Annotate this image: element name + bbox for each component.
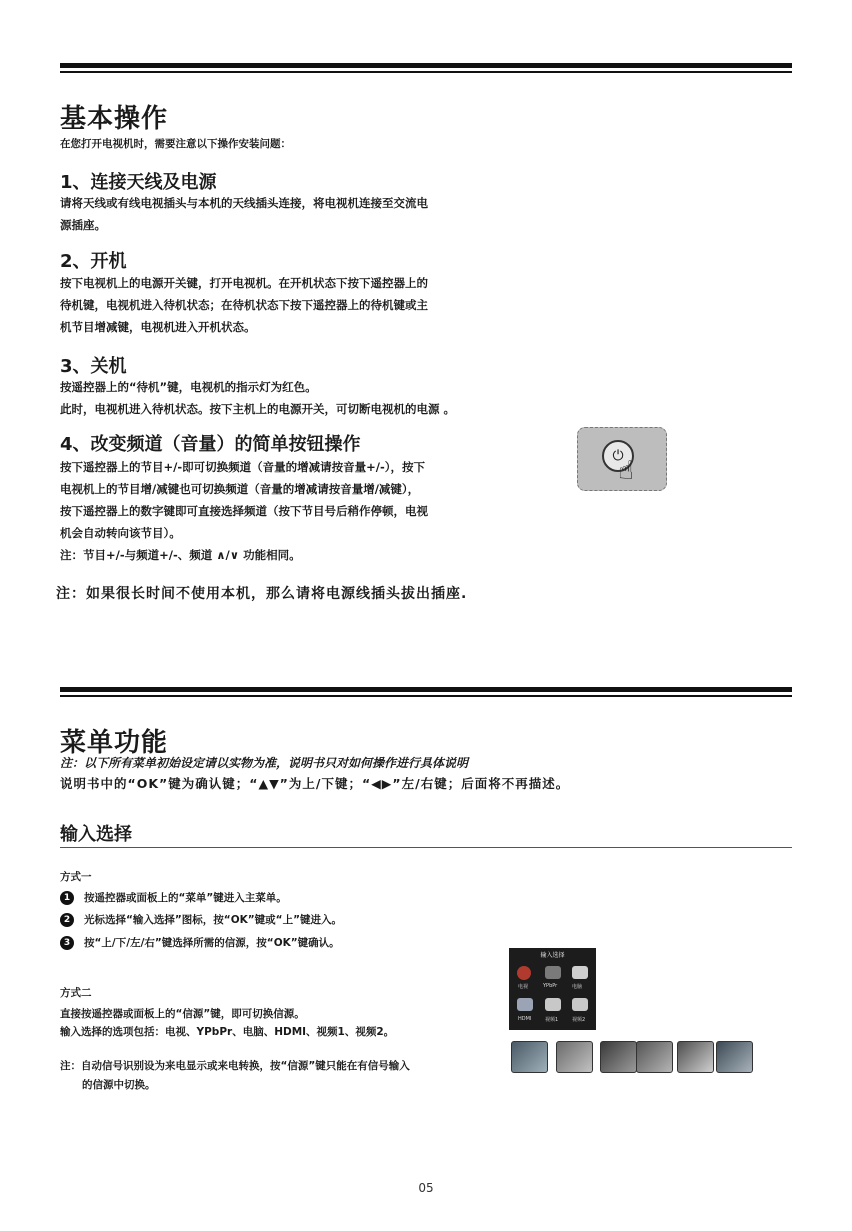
section-title-basic: 基本操作 xyxy=(60,104,169,134)
step1-line: 源插座。 xyxy=(60,218,106,232)
step2-line: 按下电视机上的电源开关键，打开电视机。在开机状态下按下遥控器上的 xyxy=(60,276,428,290)
method1-title: 方式一 xyxy=(60,871,92,883)
lock-menu-icon xyxy=(716,1041,753,1073)
pc-source-icon xyxy=(572,966,588,979)
step-number-1: 1 xyxy=(60,891,74,905)
step3-line: 按遥控器上的“待机”键，电视机的指示灯为红色。 xyxy=(60,380,317,394)
step4-line: 按下遥控器上的节目+/-即可切换频道（音量的增减请按音量+/-），按下 xyxy=(60,460,425,474)
method1-step xyxy=(60,912,342,927)
signal-note: 注：自动信号识别设为来电显示或来电转换，按“信源”键只能在有信号输入 xyxy=(60,1060,410,1072)
hdmi-source-icon xyxy=(517,998,533,1011)
step1-title: 1、连接天线及电源 xyxy=(60,172,217,193)
page-number: 05 xyxy=(418,1181,434,1195)
signal-note-cont: 的信源中切换。 xyxy=(82,1079,156,1091)
method1-step-text: 按遥控器或面板上的“菜单”键进入主菜单。 xyxy=(84,892,287,904)
tv-source-icon xyxy=(517,966,531,980)
video1-source-icon xyxy=(545,998,561,1011)
step2-line: 机节目增减键，电视机进入开机状态。 xyxy=(60,320,256,334)
hand-pointer-icon: ☝ xyxy=(618,456,634,486)
method1-step xyxy=(60,935,340,950)
step1-line: 请将天线或有线电视插头与本机的天线插头连接，将电视机连接至交流电 xyxy=(60,196,428,210)
panel-label-tv: 电视 xyxy=(518,984,529,990)
channel-menu-icon xyxy=(600,1041,637,1073)
method1-step-text: 光标选择“输入选择”图标，按“OK”键或“上”键进入。 xyxy=(84,914,342,926)
method1-step-text: 按“上/下/左/右”键选择所需的信源，按“OK”键确认。 xyxy=(84,937,340,949)
menu-note: 注：以下所有菜单初始设定请以实物为准，说明书只对如何操作进行具体说明 xyxy=(60,756,469,770)
panel-label-video1: 视频1 xyxy=(545,1017,559,1023)
step4-note: 注：节目+/-与频道+/-、频道 ∧/∨ 功能相同。 xyxy=(60,548,301,562)
menu-panel-title: 输入选择 xyxy=(540,952,565,959)
panel-label-hdmi: HDMI xyxy=(518,1016,532,1022)
step2-title: 2、开机 xyxy=(60,251,127,272)
step3-line: 此时，电视机进入待机状态。按下主机上的电源开关，可切断电视机的电源 。 xyxy=(60,402,455,416)
subsection-divider xyxy=(60,847,792,848)
step4-title: 4、改变频道（音量）的简单按钮操作 xyxy=(60,434,361,455)
step4-text xyxy=(60,456,530,566)
unplug-note: 注：如果很长时间不使用本机，那么请将电源线插头拔出插座. xyxy=(56,586,468,602)
keys-description: 说明书中的“OK”键为确认键；“▲▼”为上/下键；“◀▶”左/右键；后面将不再描述。 xyxy=(60,776,570,791)
top-rule-thin xyxy=(60,71,792,73)
power-icon: ⏻ xyxy=(602,440,634,472)
method1-step xyxy=(60,890,287,905)
method2-line: 输入选择的选项包括：电视、YPbPr、电脑、HDMI、视频1、视频2。 xyxy=(60,1026,395,1038)
picture-menu-icon xyxy=(511,1041,548,1073)
input-select-menu-screenshot xyxy=(509,948,596,1030)
intro-text: 在您打开电视机时，需要注意以下操作安装问题： xyxy=(60,138,291,150)
step3-title: 3、关机 xyxy=(60,356,127,377)
time-menu-icon xyxy=(636,1041,673,1073)
middle-rule-thin xyxy=(60,695,792,697)
top-rule xyxy=(60,63,792,68)
step2-text xyxy=(60,272,530,338)
video2-source-icon xyxy=(572,998,588,1011)
step-number-2: 2 xyxy=(60,913,74,927)
step2-line: 待机键，电视机进入待机状态；在待机状态下按下遥控器上的待机键或主 xyxy=(60,298,428,312)
input-select-title: 输入选择 xyxy=(60,824,132,845)
step1-text xyxy=(60,192,530,236)
step4-line: 按下遥控器上的数字键即可直接选择频道（按下节目号后稍作停顿，电视 xyxy=(60,504,428,518)
method2-line: 直接按遥控器或面板上的“信源”键，即可切换信源。 xyxy=(60,1008,305,1020)
power-button-illustration xyxy=(577,427,667,491)
panel-label-ypbpr: YPbPr xyxy=(543,983,558,989)
step4-line: 电视机上的节目增/减键也可切换频道（音量的增减请按音量增/减键）， xyxy=(60,482,420,496)
setup-menu-icon xyxy=(677,1041,714,1073)
step3-text xyxy=(60,376,560,420)
ypbpr-source-icon xyxy=(545,966,561,979)
panel-label-video2: 视频2 xyxy=(572,1017,586,1023)
middle-rule xyxy=(60,687,792,692)
section-title-menu: 菜单功能 xyxy=(60,728,169,758)
step-number-3: 3 xyxy=(60,936,74,950)
method2-title: 方式二 xyxy=(60,987,92,999)
step4-line: 机会自动转向该节目）。 xyxy=(60,526,181,540)
sound-menu-icon xyxy=(556,1041,593,1073)
panel-label-pc: 电脑 xyxy=(572,984,583,990)
